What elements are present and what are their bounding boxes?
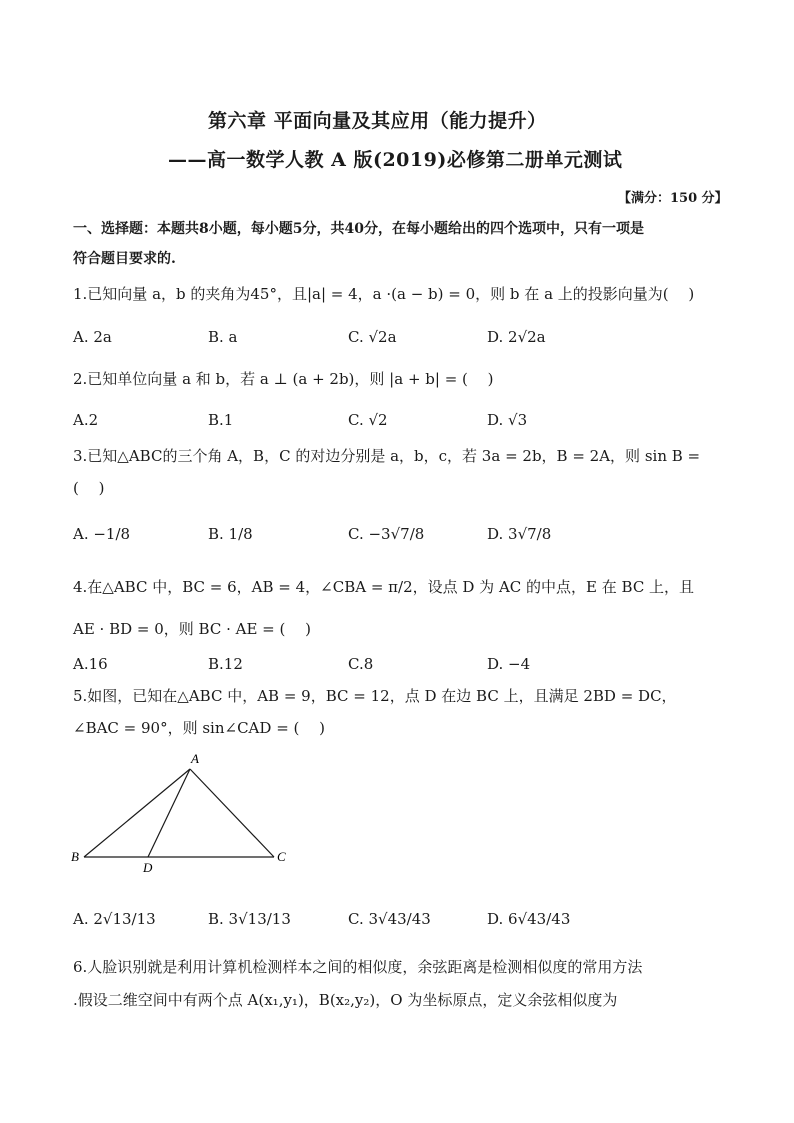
q4-option-b[interactable]: B.12: [208, 655, 243, 673]
side-ab: [84, 769, 190, 857]
label-c: C: [277, 849, 286, 864]
section-heading: 一、选择题：本题共8小题，每小题5分，共40分，在每小题给出的四个选项中，只有一项是: [73, 221, 644, 237]
question-5-stem: 5.如图，已知在△ABC 中，AB = 9，BC = 12，点 D 在边 BC 上，且满足 2BD = DC，: [73, 687, 677, 705]
q1-option-b[interactable]: B. a: [208, 328, 238, 346]
question-4-stem-cont: AE · BD = 0，则 BC · AE = ( ): [73, 620, 311, 638]
q3-option-d[interactable]: D. 3√7/8: [487, 525, 552, 543]
side-ac: [190, 769, 274, 857]
label-a: A: [191, 751, 199, 766]
question-3-stem-cont: ( ): [73, 479, 105, 497]
score-label: 【满分：150 分】: [618, 191, 728, 206]
label-d: D: [143, 860, 153, 875]
q4-option-d[interactable]: D. −4: [487, 655, 531, 673]
q5-option-d[interactable]: D. 6√43/43: [487, 910, 571, 928]
question-2-stem: 2.已知单位向量 a 和 b，若 a ⊥ (a + 2b)，则 |a + b| = ( ): [73, 370, 494, 388]
q4-option-c[interactable]: C.8: [348, 655, 374, 673]
q2-option-c[interactable]: C. √2: [348, 411, 388, 429]
q3-option-a[interactable]: A. −1/8: [73, 525, 131, 543]
question-1-stem: 1.已知向量 a，b 的夹角为45°，且|a| = 4，a ·(a − b) = 0，则 b 在 a 上的投影向量为( ): [73, 285, 695, 303]
q1-option-a[interactable]: A. 2a: [73, 328, 112, 346]
section-heading-cont: 符合题目要求的.: [73, 251, 176, 267]
label-b: B: [71, 849, 79, 864]
q3-option-b[interactable]: B. 1/8: [208, 525, 253, 543]
question-6-stem: 6.人脸识别就是利用计算机检测样本之间的相似度，余弦距离是检测相似度的常用方法: [73, 958, 643, 976]
q2-option-a[interactable]: A.2: [73, 411, 99, 429]
q2-option-d[interactable]: D. √3: [487, 411, 528, 429]
question-3-stem: 3.已知△ABC的三个角 A，B，C 的对边分别是 a，b，c，若 3a = 2b，B = 2A，则 sin B =: [73, 447, 701, 465]
q5-option-b[interactable]: B. 3√13/13: [208, 910, 291, 928]
question-5-stem-cont: ∠BAC = 90°，则 sin∠CAD = ( ): [73, 719, 325, 737]
q4-option-a[interactable]: A.16: [73, 655, 108, 673]
q3-option-c[interactable]: C. −3√7/8: [348, 525, 425, 543]
q1-option-c[interactable]: C. √2a: [348, 328, 397, 346]
page-title: 第六章 平面向量及其应用（能力提升）: [208, 110, 547, 132]
page-subtitle: ——高一数学人教 A 版(2019)必修第二册单元测试: [168, 149, 623, 171]
segment-ad: [148, 769, 190, 857]
q5-option-c[interactable]: C. 3√43/43: [348, 910, 431, 928]
question-6-stem-cont: .假设二维空间中有两个点 A(x₁,y₁)，B(x₂,y₂)，O 为坐标原点，定义余弦相似度为: [73, 991, 618, 1009]
question-4-stem: 4.在△ABC 中，BC = 6，AB = 4，∠CBA = π/2，设点 D 为 AC 的中点，E 在 BC 上，且: [73, 578, 695, 596]
q1-option-d[interactable]: D. 2√2a: [487, 328, 546, 346]
q2-option-b[interactable]: B.1: [208, 411, 234, 429]
q5-option-a[interactable]: A. 2√13/13: [73, 910, 156, 928]
triangle-figure: [66, 748, 296, 876]
